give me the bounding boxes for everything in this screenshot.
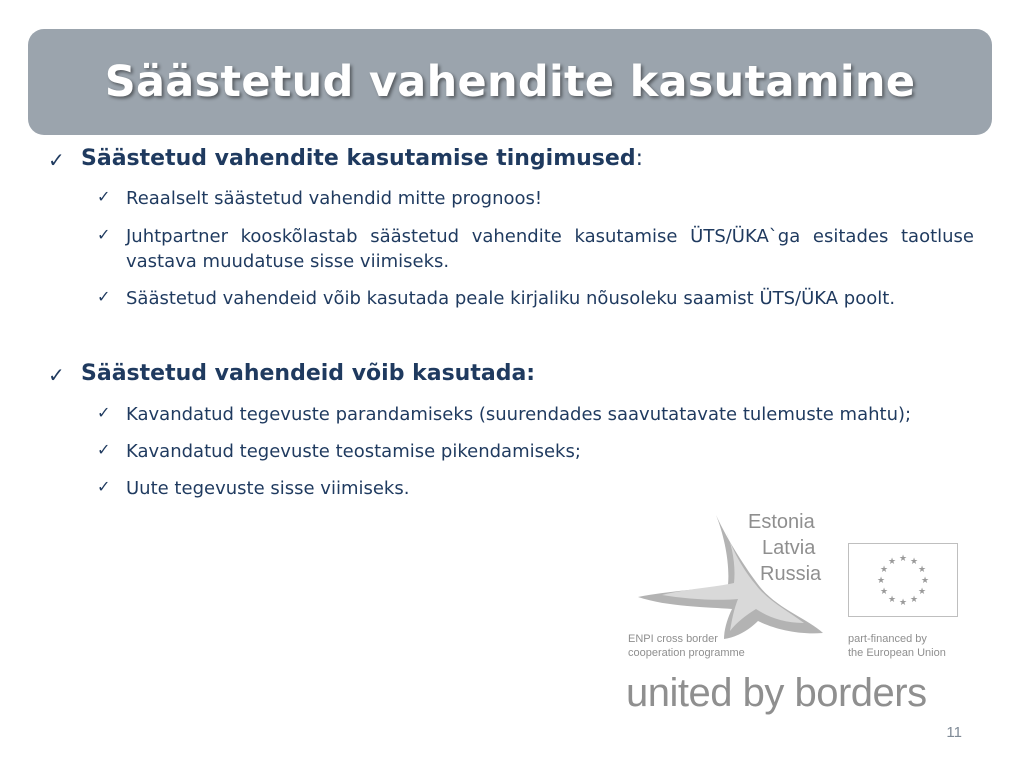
eu-line2: the European Union xyxy=(848,647,946,659)
list-item xyxy=(97,186,974,211)
checkmark-icon: ✓ xyxy=(97,187,111,207)
slide-title: Säästetud vahendite kasutamine xyxy=(104,57,916,107)
section-heading-usage xyxy=(48,361,974,387)
eu-flag xyxy=(848,543,958,617)
svg-text:★: ★ xyxy=(887,595,897,605)
programme-line2: cooperation programme xyxy=(628,647,745,659)
country-russia: Russia xyxy=(760,563,822,585)
list-item-text: Kavandatud tegevuste teostamise pikendamiseks; xyxy=(126,440,581,462)
list-item-text: Säästetud vahendeid võib kasutada peale kirjaliku nõusoleku saamist ÜTS/ÜKA poolt. xyxy=(126,287,896,309)
slide-content xyxy=(48,140,974,501)
list-item-text: Juhtpartner kooskõlastab säästetud vahendite kasutamise ÜTS/ÜKA`ga esitades taotluse vastava muudatuse sisse viimiseks. xyxy=(126,225,974,272)
checkmark-icon: ✓ xyxy=(48,148,65,172)
list-item-text: Uute tegevuste sisse viimiseks. xyxy=(126,477,410,499)
section-heading-text: Säästetud vahendite kasutamise tingimused xyxy=(81,146,636,171)
svg-text:★: ★ xyxy=(876,576,886,586)
list-item xyxy=(97,286,974,311)
page-number: 11 xyxy=(946,724,962,741)
svg-text:★: ★ xyxy=(920,576,930,586)
programme-logo xyxy=(620,505,970,735)
country-latvia: Latvia xyxy=(762,537,816,559)
svg-text:★: ★ xyxy=(917,565,927,575)
programme-line1: ENPI cross border xyxy=(628,633,718,645)
svg-text:★: ★ xyxy=(898,554,908,564)
svg-text:★: ★ xyxy=(909,595,919,605)
checkmark-icon: ✓ xyxy=(48,363,65,388)
checkmark-icon: ✓ xyxy=(97,402,111,422)
svg-text:★: ★ xyxy=(879,587,889,597)
section-heading-text: Säästetud vahendeid võib kasutada: xyxy=(81,361,536,387)
country-estonia: Estonia xyxy=(748,511,815,533)
svg-text:★: ★ xyxy=(887,557,897,567)
svg-text:★: ★ xyxy=(917,587,927,597)
checkmark-icon: ✓ xyxy=(97,476,111,496)
title-bar xyxy=(28,29,992,135)
section-heading-suffix: : xyxy=(635,146,643,171)
list-item xyxy=(97,476,706,501)
list-item-text: Kavandatud tegevuste parandamiseks (suurendades saavutatavate tulemuste mahtu); xyxy=(126,403,912,425)
eu-stars-icon xyxy=(849,544,957,616)
svg-text:★: ★ xyxy=(898,598,908,608)
eu-line1: part-financed by xyxy=(848,633,927,645)
list-item xyxy=(97,402,974,427)
checkmark-icon: ✓ xyxy=(97,439,111,459)
checkmark-icon: ✓ xyxy=(97,286,111,306)
list-item-text: Reaalselt säästetud vahendid mitte prognoos! xyxy=(126,188,543,210)
list-item xyxy=(97,439,706,464)
slogan: united by borders xyxy=(626,671,927,715)
svg-text:★: ★ xyxy=(909,557,919,567)
checkmark-icon: ✓ xyxy=(97,224,111,244)
section-heading-conditions xyxy=(48,146,974,172)
list-item xyxy=(97,224,974,274)
svg-text:★: ★ xyxy=(879,565,889,575)
